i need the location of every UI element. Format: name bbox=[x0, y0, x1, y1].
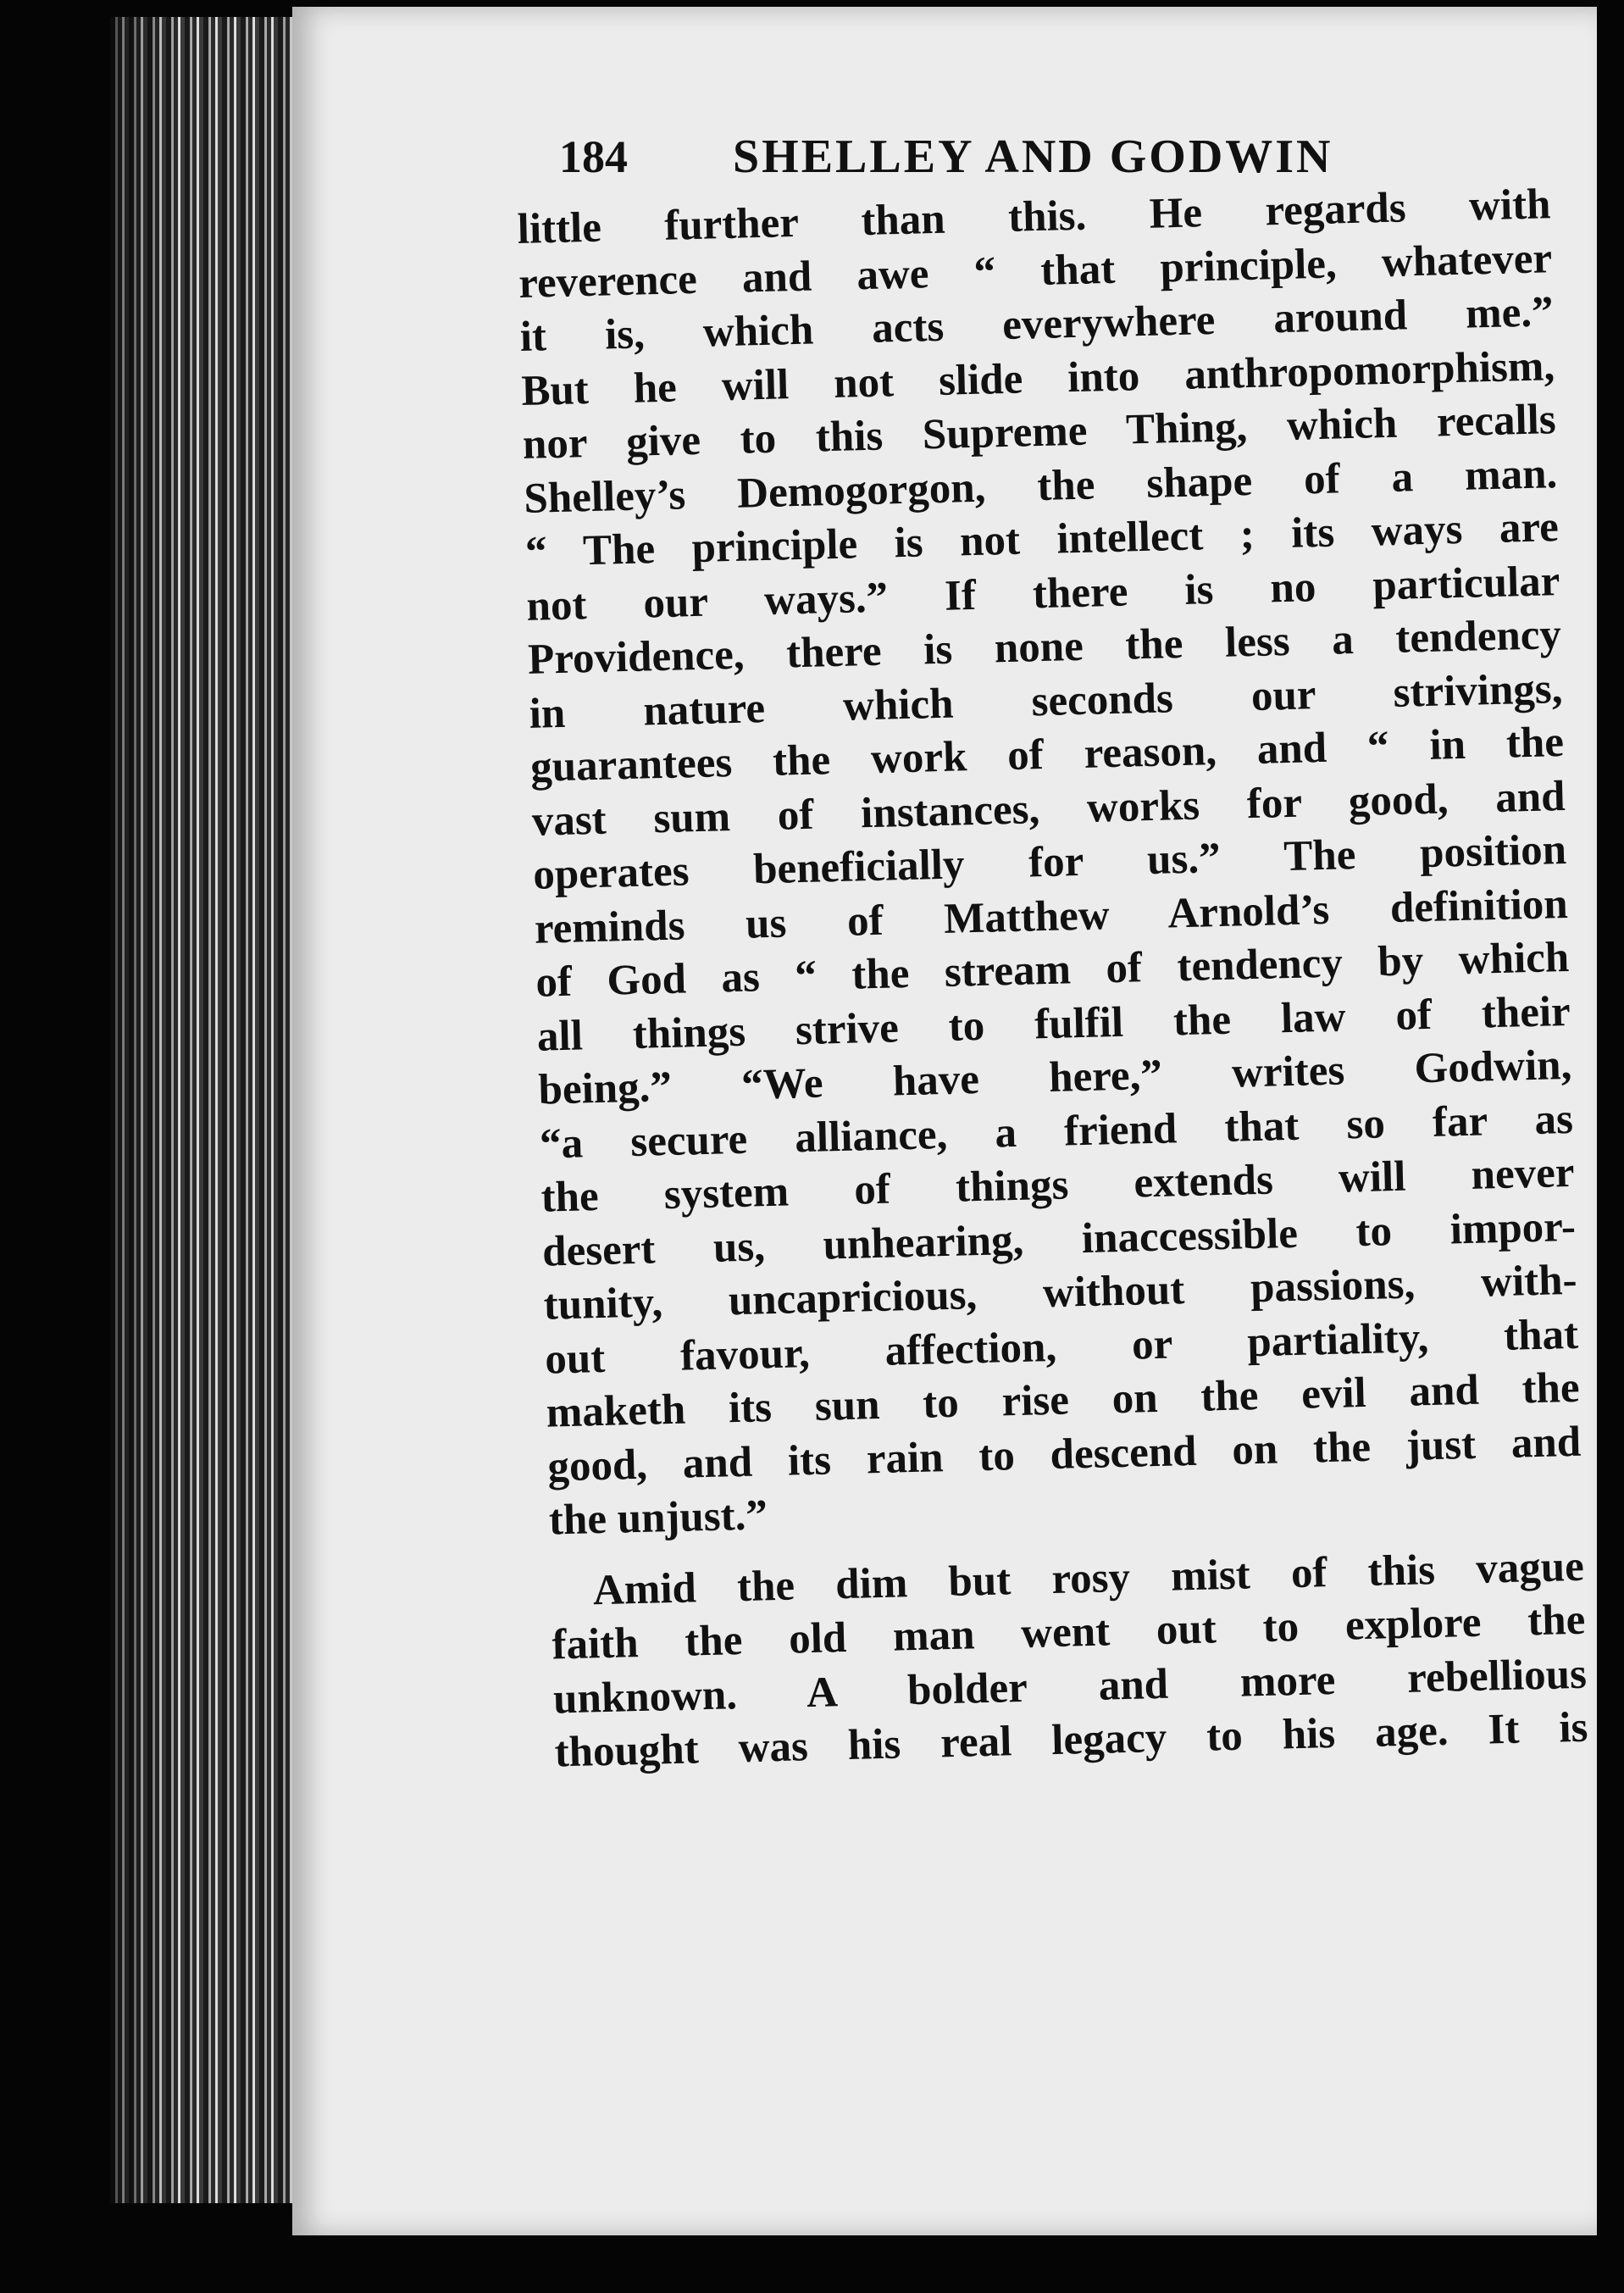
text-line: good, and its rain to descend on the just and bbox=[546, 1418, 1582, 1491]
text-line: Shelley’s Demogorgon, the shape of a man. bbox=[523, 449, 1558, 523]
text-line: of God as “ the stream of tendency by which bbox=[535, 933, 1570, 1007]
text-line: vast sum of instances, works for good, and bbox=[531, 772, 1566, 846]
text-line: out favour, affection, or partiality, that bbox=[544, 1310, 1579, 1384]
text-line: it is, which acts everywhere around me.” bbox=[519, 288, 1555, 361]
text-line: nor give to this Supreme Thing, which recalls bbox=[522, 396, 1557, 469]
page-number: 184 bbox=[559, 131, 628, 182]
text-line: maketh its sun to rise on the evil and the bbox=[546, 1363, 1581, 1437]
text-line: “a secure alliance, a friend that so far as bbox=[539, 1095, 1574, 1169]
text-line: thought was his real legacy to his age. It is bbox=[554, 1703, 1589, 1777]
paragraph-1 bbox=[517, 178, 1582, 1548]
text-line: Providence, there is none the less a tendency bbox=[527, 611, 1562, 684]
text-line: in nature which seconds our strivings, bbox=[529, 664, 1564, 738]
text-line: being.” “We have here,” writes Godwin, bbox=[537, 1041, 1572, 1114]
text-line: unknown. A bolder and more rebellious bbox=[552, 1650, 1588, 1723]
text-line: reminds us of Matthew Arnold’s definition bbox=[534, 880, 1569, 953]
text-line: not our ways.” If there is no particular bbox=[525, 557, 1560, 630]
text-line: tunity, uncapricious, without passions, with- bbox=[543, 1256, 1578, 1330]
text-line: all things strive to fulfil the law of their bbox=[536, 987, 1571, 1061]
text-line: But he will not slide into anthropomorphism, bbox=[520, 341, 1555, 415]
text-line: reverence and awe “ that principle, whatever bbox=[518, 234, 1553, 308]
page-header bbox=[559, 119, 1398, 195]
text-line: faith the old man went out to explore the bbox=[551, 1596, 1586, 1669]
paragraph-2 bbox=[550, 1540, 1588, 1780]
text-line: desert us, unhearing, inaccessible to impor- bbox=[541, 1202, 1577, 1276]
body-text bbox=[517, 178, 1588, 1780]
running-head: SHELLEY AND GODWIN bbox=[733, 130, 1333, 183]
text-line: Amid the dim but rosy mist of this vague bbox=[592, 1542, 1585, 1614]
text-line: little further than this. He regards with bbox=[517, 180, 1552, 253]
text-line: the unjust.” bbox=[548, 1491, 768, 1545]
text-line: “ The principle is not intellect ; its ways are bbox=[524, 503, 1560, 576]
text-line: operates beneficially for us.” The position bbox=[532, 825, 1567, 899]
text-line: the system of things extends will never bbox=[540, 1148, 1576, 1222]
text-line: guarantees the work of reason, and “ in the bbox=[529, 719, 1565, 791]
